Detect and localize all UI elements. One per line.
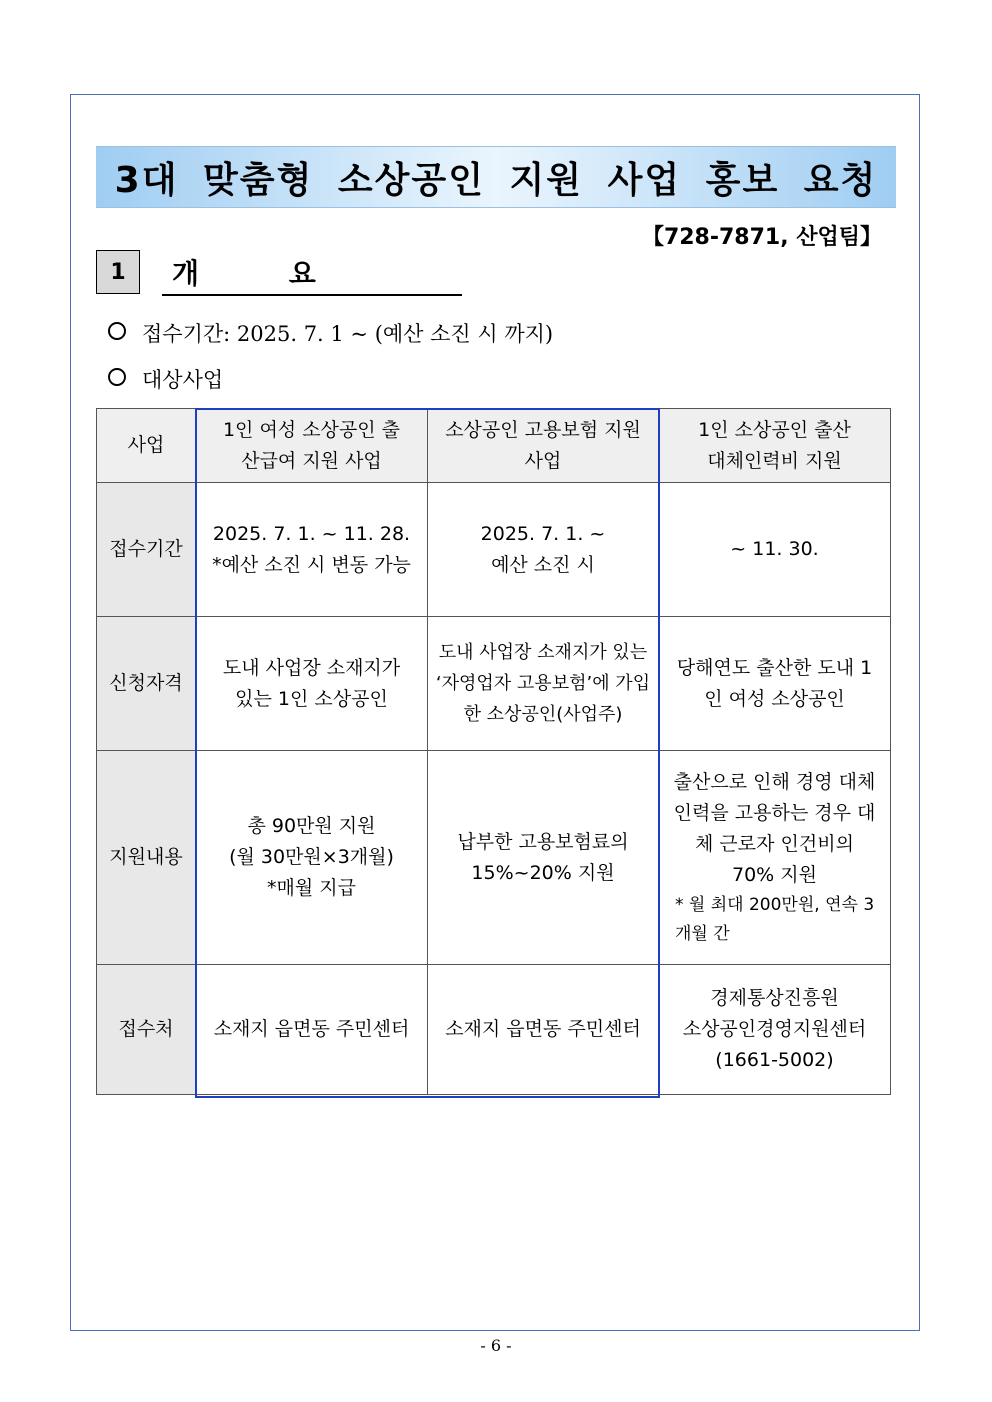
cell-text: 경제통상진흥원 [710,987,839,1009]
table-row [97,965,891,1095]
table-row [97,409,891,483]
cell-text: 1인 소상공인 출산 대체인력비 지원 [698,418,851,472]
cell-text: 2025. 7. 1. ~ [480,522,606,545]
cell-text: *매월 지급 [267,877,356,899]
section-title: 개 요 [172,257,356,290]
table-cell [428,483,659,617]
bullet-target [108,364,223,394]
table-cell [428,617,659,751]
programs-table [96,408,891,1095]
cell-text: 2025. 7. 1. ~ 11. 28. [212,522,411,545]
section-number: 1 [96,250,140,294]
table-cell: 소재지 읍면동 주민센터 [428,965,659,1095]
table-cell [659,617,891,751]
cell-text: (월 30만원×3개월) [229,846,394,868]
title-banner [96,146,896,208]
cell-text: 1인 여성 소상공인 출산급여 지원 사업 [222,418,401,472]
circle-bullet-icon [108,322,126,340]
table-cell [428,751,659,965]
bullet-text: 접수기간: 2025. 7. 1 ~ (예산 소진 시 까지) [142,322,554,346]
cell-text: 예산 소진 시 [491,553,595,576]
table-cell [196,751,428,965]
cell-text: 도내 사업장 소재지가 있는 1인 소상공인 [222,656,401,710]
contact-info: 【728-7871, 산업팀】 [641,225,882,250]
table-cell [196,409,428,483]
table-cell: 소재지 읍면동 주민센터 [196,965,428,1095]
circle-bullet-icon [108,368,126,386]
bullet-text: 대상사업 [142,368,224,392]
table-cell [196,617,428,751]
cell-text: 납부한 고용보험료의 15%~20% 지원 [457,830,629,884]
cell-text: 소상공인 고용보험 지원 사업 [445,418,641,472]
row-label: 접수처 [97,965,196,1095]
document-title: 3대 맞춤형 소상공인 지원 사업 홍보 요청 [114,159,878,201]
cell-text: (1661-5002) [715,1049,834,1071]
cell-text: 소상공인경영지원센터 [682,1018,867,1040]
row-label: 사업 [97,409,196,483]
table-cell [659,751,891,965]
cell-text: *예산 소진 시 변동 가능 [212,553,411,576]
cell-note: * 월 최대 200만원, 연속 3개월 간 [675,894,875,944]
section-underline [162,294,462,296]
table-row [97,751,891,965]
row-label: 지원내용 [97,751,196,965]
cell-text: 총 90만원 지원 [247,815,376,837]
page-number: - 6 - [480,1336,512,1355]
table-cell [659,965,891,1095]
table-row [97,617,891,751]
table-row [97,483,891,617]
row-label: 신청자격 [97,617,196,751]
bullet-period [108,318,553,348]
table-cell: ~ 11. 30. [659,483,891,617]
table-cell [196,483,428,617]
table-cell [659,409,891,483]
cell-text: 도내 사업장 소재지가 있는 ‘자영업자 고용보험’에 가입한 소상공인(사업주) [435,642,651,725]
cell-text: 당해연도 출산한 도내 1인 여성 소상공인 [676,656,873,710]
cell-text: 출산으로 인해 경영 대체인력을 고용하는 경우 대체 근로자 인건비의 70% 지원 [673,770,876,886]
row-label: 접수기간 [97,483,196,617]
table-cell [428,409,659,483]
